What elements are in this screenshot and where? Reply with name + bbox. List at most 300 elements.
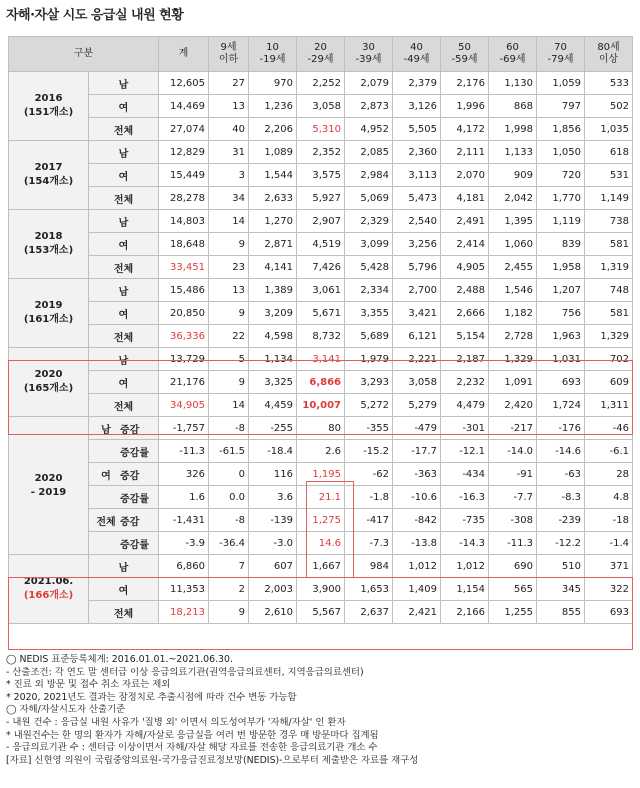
column-header: 20 -29세 (297, 37, 345, 72)
value-cell: 9 (209, 302, 249, 325)
value-cell: 2,610 (249, 601, 297, 624)
value-cell: 3,293 (345, 371, 393, 394)
value-cell: 5,671 (297, 302, 345, 325)
value-cell: 1,963 (537, 325, 585, 348)
diff-row-label (89, 463, 159, 486)
value-cell: 533 (585, 72, 633, 95)
value-cell: 909 (489, 164, 537, 187)
footnote-line: - 내원 건수 : 응급실 내원 사유가 '질병 외' 이면서 의도성여부가 '자해/자살' 인 환자 (6, 716, 346, 728)
value-cell: 1,089 (249, 141, 297, 164)
table-row (9, 325, 633, 348)
table-row (9, 348, 633, 371)
value-cell: 3,209 (249, 302, 297, 325)
column-header: 60 -69세 (489, 37, 537, 72)
value-cell: 565 (489, 578, 537, 601)
value-cell: 1,060 (489, 233, 537, 256)
value-cell: 345 (537, 578, 585, 601)
value-cell: -255 (249, 417, 297, 440)
value-cell: 970 (249, 72, 297, 95)
value-cell: 14 (209, 394, 249, 417)
value-cell: 1,035 (585, 118, 633, 141)
year-label: 2019 (34, 300, 63, 311)
gender-label: 전체 (89, 394, 159, 417)
value-cell: -1,757 (159, 417, 209, 440)
footnote-line: [자료] 신현영 의원이 국립중앙의료원-국가응급진료정보망(NEDIS)-으로부터 제출받은 자료를 재구성 (6, 754, 419, 766)
table-row (9, 302, 633, 325)
value-cell: 2,421 (393, 601, 441, 624)
table-row (9, 256, 633, 279)
value-cell: 1,546 (489, 279, 537, 302)
value-cell: 2,360 (393, 141, 441, 164)
value-cell: 3,355 (345, 302, 393, 325)
value-cell: 3,058 (393, 371, 441, 394)
table-row (9, 187, 633, 210)
value-cell: 5,069 (345, 187, 393, 210)
year-label-cell (9, 210, 89, 279)
value-cell: 12,829 (159, 141, 209, 164)
footnote-line: * 진료 외 방문 및 접수 취소 자료는 제외 (6, 679, 171, 691)
value-cell: 2,334 (345, 279, 393, 302)
value-cell: -61.5 (209, 440, 249, 463)
diff-row-label (89, 440, 159, 463)
value-cell: 1,134 (249, 348, 297, 371)
value-cell: 2,070 (441, 164, 489, 187)
gender-label: 여 (89, 302, 159, 325)
table-row (9, 509, 633, 532)
value-cell: 4,181 (441, 187, 489, 210)
value-cell: 1,255 (489, 601, 537, 624)
column-header: 구분 (9, 37, 159, 72)
value-cell: 839 (537, 233, 585, 256)
gender-label: 남 (89, 72, 159, 95)
value-cell: 2,491 (441, 210, 489, 233)
year-label: 2016 (34, 93, 63, 104)
gender-label: 남 (89, 210, 159, 233)
value-cell: -17.7 (393, 440, 441, 463)
diff-row-label (89, 509, 159, 532)
value-cell: 9 (209, 233, 249, 256)
footnote-line: - 산출조건: 각 연도 말 센터급 이상 응급의료기관(권역응급의료센터, 지역응급의료센터) (6, 666, 364, 678)
value-cell: 4,479 (441, 394, 489, 417)
value-cell: -1.8 (345, 486, 393, 509)
value-cell: 3,421 (393, 302, 441, 325)
value-cell: -217 (489, 417, 537, 440)
value-cell: 748 (585, 279, 633, 302)
year-label-cell (9, 279, 89, 348)
value-cell: 2,666 (441, 302, 489, 325)
table-row (9, 601, 633, 624)
value-cell: 1,958 (537, 256, 585, 279)
table-row (9, 210, 633, 233)
value-cell: 6,860 (159, 555, 209, 578)
value-cell: -14.3 (441, 532, 489, 555)
value-cell: -8 (209, 509, 249, 532)
table-row (9, 555, 633, 578)
value-cell: 2,488 (441, 279, 489, 302)
value-cell: 1,319 (585, 256, 633, 279)
value-cell: 2,540 (393, 210, 441, 233)
table-row (9, 532, 633, 555)
page-title: 자해·자살 시도 응급실 내원 현황 (6, 8, 184, 23)
value-cell: 4,905 (441, 256, 489, 279)
value-cell: 28 (585, 463, 633, 486)
value-cell: 13 (209, 279, 249, 302)
value-cell: 531 (585, 164, 633, 187)
value-cell: -8.3 (537, 486, 585, 509)
value-cell: 756 (537, 302, 585, 325)
value-cell: 581 (585, 302, 633, 325)
value-cell: 8,732 (297, 325, 345, 348)
year-label: 2021.06. (23, 576, 74, 587)
value-cell: 2,079 (345, 72, 393, 95)
value-cell: -62 (345, 463, 393, 486)
value-cell: 14,469 (159, 95, 209, 118)
value-cell: 34 (209, 187, 249, 210)
value-cell: 1,311 (585, 394, 633, 417)
value-cell: 2,984 (345, 164, 393, 187)
value-cell: 1,031 (537, 348, 585, 371)
table-row (9, 578, 633, 601)
value-cell: 502 (585, 95, 633, 118)
diff-label: 2020 (34, 472, 63, 484)
value-cell: 2,871 (249, 233, 297, 256)
value-cell: 15,486 (159, 279, 209, 302)
value-cell: 0.0 (209, 486, 249, 509)
value-cell: -6.1 (585, 440, 633, 463)
value-cell: -11.3 (159, 440, 209, 463)
footnote-line: - 응급의료기관 수 : 센터급 이상이면서 자해/자살 해당 자료를 전송한 응급의료기관 개소 수 (6, 742, 378, 754)
value-cell: 5,272 (345, 394, 393, 417)
value-cell: 13 (209, 95, 249, 118)
gender-label: 여 (89, 164, 159, 187)
value-cell: 3,126 (393, 95, 441, 118)
value-cell: 1,544 (249, 164, 297, 187)
er-visit-table-container (8, 36, 632, 624)
year-label-cell (9, 141, 89, 210)
value-cell: 2,352 (297, 141, 345, 164)
value-cell: -239 (537, 509, 585, 532)
value-cell: -355 (345, 417, 393, 440)
value-cell: 5,279 (393, 394, 441, 417)
value-cell: 4,141 (249, 256, 297, 279)
value-cell: -7.3 (345, 532, 393, 555)
footnote-line: ◯ NEDIS 표준등록체계: 2016.01.01.~2021.06.30. (6, 654, 233, 665)
year-label: 2017 (34, 162, 63, 173)
table-row (9, 164, 633, 187)
value-cell: 1,996 (441, 95, 489, 118)
value-cell: 14 (209, 210, 249, 233)
value-cell: 326 (159, 463, 209, 486)
value-cell: 581 (585, 233, 633, 256)
value-cell: 3,099 (345, 233, 393, 256)
value-cell: 2,907 (297, 210, 345, 233)
value-cell: 22 (209, 325, 249, 348)
value-cell: 7,426 (297, 256, 345, 279)
value-cell: 2,700 (393, 279, 441, 302)
value-cell: 1,091 (489, 371, 537, 394)
gender-label: 남 (101, 424, 111, 436)
value-cell: -1,431 (159, 509, 209, 532)
value-cell: 5,154 (441, 325, 489, 348)
column-header: 30 -39세 (345, 37, 393, 72)
value-cell: 2,166 (441, 601, 489, 624)
value-cell: 116 (249, 463, 297, 486)
facility-count: (151개소) (23, 107, 74, 118)
gender-label: 남 (89, 555, 159, 578)
column-header: 50 -59세 (441, 37, 489, 72)
value-cell: 797 (537, 95, 585, 118)
value-cell: -8 (209, 417, 249, 440)
gender-label: 전체 (89, 187, 159, 210)
value-cell: 14.6 (297, 532, 345, 555)
measure-label: 증감 (120, 470, 140, 482)
measure-label: 증감률 (120, 493, 149, 505)
table-header-row (9, 37, 633, 72)
diff-row-label (89, 417, 159, 440)
value-cell: 1,012 (441, 555, 489, 578)
value-cell: 33,451 (159, 256, 209, 279)
value-cell: -11.3 (489, 532, 537, 555)
value-cell: -363 (393, 463, 441, 486)
value-cell: 3 (209, 164, 249, 187)
value-cell: 607 (249, 555, 297, 578)
value-cell: 1,667 (297, 555, 345, 578)
table-row (9, 95, 633, 118)
value-cell: 2.6 (297, 440, 345, 463)
value-cell: 2 (209, 578, 249, 601)
value-cell: 2,633 (249, 187, 297, 210)
value-cell: 2,187 (441, 348, 489, 371)
value-cell: 2,637 (345, 601, 393, 624)
value-cell: -735 (441, 509, 489, 532)
value-cell: 1,182 (489, 302, 537, 325)
gender-label: 전체 (89, 601, 159, 624)
value-cell: 3,061 (297, 279, 345, 302)
value-cell: 2,111 (441, 141, 489, 164)
measure-label: 증감 (120, 516, 140, 528)
value-cell: -16.3 (441, 486, 489, 509)
value-cell: 984 (345, 555, 393, 578)
year-label: 2018 (34, 231, 63, 242)
gender-label: 전체 (89, 118, 159, 141)
value-cell: 27 (209, 72, 249, 95)
year-label: 2020 (34, 369, 63, 380)
table-row (9, 486, 633, 509)
value-cell: 9 (209, 601, 249, 624)
diff-label-cell (9, 417, 89, 555)
value-cell: 690 (489, 555, 537, 578)
value-cell: -301 (441, 417, 489, 440)
measure-label: 증감 (120, 424, 140, 436)
value-cell: 1,207 (537, 279, 585, 302)
value-cell: -1.4 (585, 532, 633, 555)
facility-count: (154개소) (23, 176, 74, 187)
facility-count: (165개소) (23, 383, 74, 394)
value-cell: 36,336 (159, 325, 209, 348)
value-cell: 1,998 (489, 118, 537, 141)
value-cell: 13,729 (159, 348, 209, 371)
footnote-line: ◯ 자해/자살시도자 산출기준 (6, 704, 126, 716)
table-row (9, 118, 633, 141)
value-cell: 1,236 (249, 95, 297, 118)
value-cell: 14,803 (159, 210, 209, 233)
column-header: 70 -79세 (537, 37, 585, 72)
value-cell: 1,130 (489, 72, 537, 95)
value-cell: 1,119 (537, 210, 585, 233)
value-cell: -12.2 (537, 532, 585, 555)
value-cell: 2,221 (393, 348, 441, 371)
value-cell: 4,519 (297, 233, 345, 256)
value-cell: 2,455 (489, 256, 537, 279)
value-cell: 5,567 (297, 601, 345, 624)
value-cell: 1,395 (489, 210, 537, 233)
value-cell: -417 (345, 509, 393, 532)
value-cell: 10,007 (297, 394, 345, 417)
value-cell: 1,275 (297, 509, 345, 532)
value-cell: 1,329 (489, 348, 537, 371)
table-row (9, 394, 633, 417)
value-cell: -3.0 (249, 532, 297, 555)
value-cell: 693 (585, 601, 633, 624)
value-cell: 2,420 (489, 394, 537, 417)
value-cell: 4,598 (249, 325, 297, 348)
value-cell: 21,176 (159, 371, 209, 394)
table-row (9, 440, 633, 463)
value-cell: 5,310 (297, 118, 345, 141)
value-cell: 2,379 (393, 72, 441, 95)
value-cell: 1,979 (345, 348, 393, 371)
value-cell: -479 (393, 417, 441, 440)
table-row (9, 141, 633, 164)
footnote-line: * 2020, 2021년도 결과는 잠정치로 추출시점에 따라 건수 변동 가능함 (6, 691, 297, 703)
value-cell: 3,256 (393, 233, 441, 256)
value-cell: -13.8 (393, 532, 441, 555)
footnotes (6, 654, 634, 767)
value-cell: -18.4 (249, 440, 297, 463)
value-cell: 1.6 (159, 486, 209, 509)
facility-count: (161개소) (23, 314, 74, 325)
table-row (9, 72, 633, 95)
value-cell: 1,329 (585, 325, 633, 348)
value-cell: 1,653 (345, 578, 393, 601)
value-cell: 3,575 (297, 164, 345, 187)
value-cell: 693 (537, 371, 585, 394)
value-cell: 18,648 (159, 233, 209, 256)
value-cell: -63 (537, 463, 585, 486)
value-cell: 4,459 (249, 394, 297, 417)
value-cell: -842 (393, 509, 441, 532)
value-cell: 3,325 (249, 371, 297, 394)
value-cell: 510 (537, 555, 585, 578)
value-cell: -176 (537, 417, 585, 440)
year-label-cell (9, 348, 89, 417)
diff-row-label (89, 486, 159, 509)
gender-label: 여 (89, 95, 159, 118)
value-cell: 5,473 (393, 187, 441, 210)
footnote-line: * 내원건수는 한 명의 환자가 자해/자살로 응급실을 여러 번 방문한 경우 매 방문마다 집계됨 (6, 729, 379, 741)
value-cell: 2,873 (345, 95, 393, 118)
value-cell: 855 (537, 601, 585, 624)
value-cell: 12,605 (159, 72, 209, 95)
column-header: 80세 이상 (585, 37, 633, 72)
value-cell: 609 (585, 371, 633, 394)
value-cell: 5 (209, 348, 249, 371)
gender-label: 전체 (89, 325, 159, 348)
value-cell: 1,409 (393, 578, 441, 601)
value-cell: 2,329 (345, 210, 393, 233)
value-cell: 1,724 (537, 394, 585, 417)
value-cell: 1,389 (249, 279, 297, 302)
value-cell: -434 (441, 463, 489, 486)
table-row (9, 463, 633, 486)
value-cell: 2,003 (249, 578, 297, 601)
value-cell: 11,353 (159, 578, 209, 601)
value-cell: 720 (537, 164, 585, 187)
facility-count: (153개소) (23, 245, 74, 256)
value-cell: 702 (585, 348, 633, 371)
value-cell: 1,133 (489, 141, 537, 164)
column-header: 9세 이하 (209, 37, 249, 72)
table-row (9, 279, 633, 302)
value-cell: -3.9 (159, 532, 209, 555)
gender-label: 남 (89, 348, 159, 371)
value-cell: 618 (585, 141, 633, 164)
gender-label: 전체 (89, 256, 159, 279)
value-cell: -15.2 (345, 440, 393, 463)
value-cell: 27,074 (159, 118, 209, 141)
value-cell: 18,213 (159, 601, 209, 624)
value-cell: 1,770 (537, 187, 585, 210)
diff-row-label (89, 532, 159, 555)
facility-count: (166개소) (23, 590, 74, 601)
value-cell: 0 (209, 463, 249, 486)
value-cell: 1,059 (537, 72, 585, 95)
value-cell: -308 (489, 509, 537, 532)
value-cell: 4.8 (585, 486, 633, 509)
value-cell: 40 (209, 118, 249, 141)
value-cell: -91 (489, 463, 537, 486)
value-cell: 322 (585, 578, 633, 601)
value-cell: 868 (489, 95, 537, 118)
table-row (9, 233, 633, 256)
value-cell: 1,856 (537, 118, 585, 141)
value-cell: 5,689 (345, 325, 393, 348)
value-cell: 5,927 (297, 187, 345, 210)
value-cell: 4,172 (441, 118, 489, 141)
gender-label: 여 (89, 371, 159, 394)
value-cell: -46 (585, 417, 633, 440)
value-cell: 21.1 (297, 486, 345, 509)
value-cell: 1,149 (585, 187, 633, 210)
value-cell: 3.6 (249, 486, 297, 509)
value-cell: 7 (209, 555, 249, 578)
value-cell: 1,270 (249, 210, 297, 233)
measure-label: 증감률 (120, 539, 149, 551)
value-cell: 1,012 (393, 555, 441, 578)
value-cell: 80 (297, 417, 345, 440)
measure-label: 증감률 (120, 447, 149, 459)
value-cell: 3,141 (297, 348, 345, 371)
value-cell: 2,252 (297, 72, 345, 95)
value-cell: 3,058 (297, 95, 345, 118)
gender-label: 전체 (96, 516, 116, 528)
value-cell: -10.6 (393, 486, 441, 509)
column-header: 40 -49세 (393, 37, 441, 72)
value-cell: 1,050 (537, 141, 585, 164)
value-cell: -12.1 (441, 440, 489, 463)
year-label-cell (9, 72, 89, 141)
value-cell: 15,449 (159, 164, 209, 187)
